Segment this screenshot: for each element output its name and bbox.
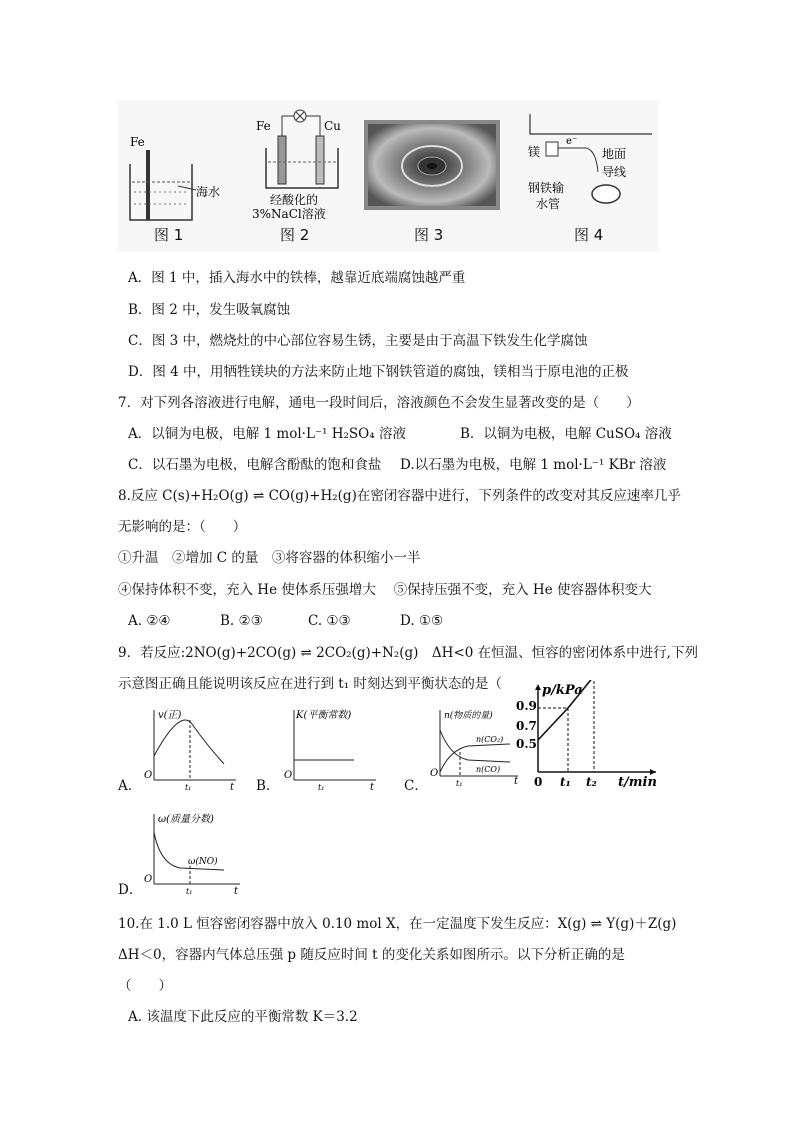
q9-graph-c-ylabel: n(物质的量) xyxy=(444,711,493,721)
q9-graph-a-t1: t₁ xyxy=(185,783,192,790)
fig4-wire-label: 导线 xyxy=(602,165,627,179)
figure-1-beaker xyxy=(122,112,232,222)
fig4-electron-label: e⁻ xyxy=(566,136,578,147)
fig4-ground-label: 地面 xyxy=(602,147,627,161)
q8-option-b: B. ②③ xyxy=(220,613,263,629)
q9-graph-c xyxy=(426,704,522,790)
pchart-xtick-t2: t₂ xyxy=(586,775,597,789)
pressure-time-chart xyxy=(514,680,664,792)
q7-option-a: A．以铜为电极，电解 1 mol·L⁻¹ H₂SO₄ 溶液 xyxy=(128,426,406,442)
q9-label-b: B． xyxy=(256,778,280,794)
figure-strip xyxy=(118,100,658,252)
q9-label-c: C． xyxy=(404,778,428,794)
fig2-cu-label: Cu xyxy=(324,119,341,133)
q9-graph-c-series1: n(CO₂) xyxy=(476,735,504,744)
q9-graph-d-xlabel: t xyxy=(234,886,239,894)
q9-stem-line1: 9．若反应:2NO(g)+2CO(g) ⇌ 2CO₂(g)+N₂(g) ΔH<0 在恒温、恒容的密闭体系中进行,下列 xyxy=(118,645,698,661)
figure-4-sacrificial-anode xyxy=(526,110,656,220)
figure-2-galvanic-cell xyxy=(246,106,356,222)
fig1-fe-label: Fe xyxy=(130,135,145,149)
pchart-xtick-t1: t₁ xyxy=(560,775,571,789)
q6-option-a: A．图 1 中，插入海水中的铁棒，越靠近底端腐蚀越严重 xyxy=(128,270,466,286)
pchart-ytick-0-7: 0.7 xyxy=(516,719,537,733)
q9-graph-d-origin: O xyxy=(144,874,153,885)
q9-stem-line2: 示意图正确且能说明该反应在进行到 t₁ 时刻达到平衡状态的是（ xyxy=(118,676,502,692)
q9-graph-d-t1: t₁ xyxy=(186,887,193,894)
q9-graph-b-ylabel: K(平衡常数) xyxy=(296,710,352,721)
q7-option-b: B．以铜为电极，电解 CuSO₄ 溶液 xyxy=(460,426,672,442)
q8-stem-line2: 无影响的是：（ ） xyxy=(118,519,247,535)
fig4-pipe-line1: 钢铁输 xyxy=(528,181,565,195)
fig3-caption: 图 3 xyxy=(414,226,444,244)
q9-graph-c-series2: n(CO) xyxy=(476,765,501,774)
q9-graph-a xyxy=(140,704,240,790)
fig4-mg-label: 镁 xyxy=(528,145,541,159)
q6-option-d: D．图 4 中，用牺牲镁块的方法来防止地下钢铁管道的腐蚀，镁相当于原电池的正极 xyxy=(128,364,629,380)
q9-graph-c-t1: t₁ xyxy=(456,779,463,788)
fig2-caption: 图 2 xyxy=(280,226,310,244)
fig2-solution-line2: 3%NaCl溶液 xyxy=(252,207,326,221)
fig4-caption: 图 4 xyxy=(574,226,604,244)
fig2-fe-label: Fe xyxy=(256,119,271,133)
q9-graph-a-origin: O xyxy=(144,770,153,781)
pchart-ytick-0-5: 0.5 xyxy=(516,737,537,751)
pchart-ytick-0-9: 0.9 xyxy=(516,699,537,713)
pchart-xlabel: t/min xyxy=(618,775,657,790)
q6-option-c: C．图 3 中，燃烧灶的中心部位容易生锈，主要是由于高温下铁发生化学腐蚀 xyxy=(128,333,588,349)
q10-stem-line2: ΔH＜0，容器内气体总压强 p 随反应时间 t 的变化关系如图所示。以下分析正确的是 xyxy=(118,947,625,963)
q7-stem: 7．对下列各溶液进行电解，通电一段时间后，溶液颜色不会发生显著改变的是（ ） xyxy=(118,395,640,411)
q9-graph-d xyxy=(140,808,244,894)
q8-stem-line1: 8.反应 C(s)+H₂O(g) ⇌ CO(g)+H₂(g)在密闭容器中进行，下列条件的改变对其反应速率几乎 xyxy=(118,488,681,504)
fig4-pipe-line2: 水管 xyxy=(536,197,561,211)
q9-graph-b-t1: t₁ xyxy=(318,783,325,790)
q9-graph-b-origin: O xyxy=(284,770,293,781)
q8-option-c: C. ①③ xyxy=(308,613,351,629)
pchart-origin: 0 xyxy=(534,775,543,789)
q10-option-a: A. 该温度下此反应的平衡常数 K＝3.2 xyxy=(128,1009,358,1025)
q7-option-d: D.以石墨为电极，电解 1 mol·L⁻¹ KBr 溶液 xyxy=(400,457,667,473)
q7-option-c: C．以石墨为电极，电解含酚酞的饱和食盐 xyxy=(128,457,382,473)
fig2-solution-line1: 经酸化的 xyxy=(270,193,319,207)
q9-graph-b-xlabel: t xyxy=(370,782,375,790)
q9-graph-c-origin: O xyxy=(430,768,439,779)
q9-graph-a-ylabel: v(正) xyxy=(158,710,182,721)
q8-conditions-line2: ④保持体积不变，充入 He 使体系压强增大 ⑤保持压强不变，充入 He 使容器体积变大 xyxy=(118,582,652,598)
q9-label-d: D． xyxy=(118,882,143,898)
q9-graph-b xyxy=(280,704,380,790)
pchart-ylabel: p/kPa xyxy=(542,683,583,698)
q8-conditions-line1: ①升温 ②增加 C 的量 ③将容器的体积缩小一半 xyxy=(118,550,421,566)
q8-option-a: A. ②④ xyxy=(128,613,171,629)
q9-graph-d-series1: ω(NO) xyxy=(188,857,218,867)
q6-option-b: B．图 2 中，发生吸氧腐蚀 xyxy=(128,302,291,318)
q9-label-a: A． xyxy=(118,778,142,794)
q10-answer-paren: （ ） xyxy=(118,978,172,994)
fig1-seawater-label: 海水 xyxy=(196,185,221,199)
q10-stem-line1: 10.在 1.0 L 恒容密闭容器中放入 0.10 mol X，在一定温度下发生反应：X(g) ⇌ Y(g)＋Z(g) xyxy=(118,916,677,932)
q9-graph-a-xlabel: t xyxy=(230,782,235,790)
q8-option-d: D. ①⑤ xyxy=(400,613,444,629)
fig1-caption: 图 1 xyxy=(154,226,184,244)
q9-graph-c-xlabel: t xyxy=(514,776,519,787)
figure-3-stove-photo xyxy=(364,120,500,210)
q9-graph-d-ylabel: ω(质量分数) xyxy=(158,814,214,825)
